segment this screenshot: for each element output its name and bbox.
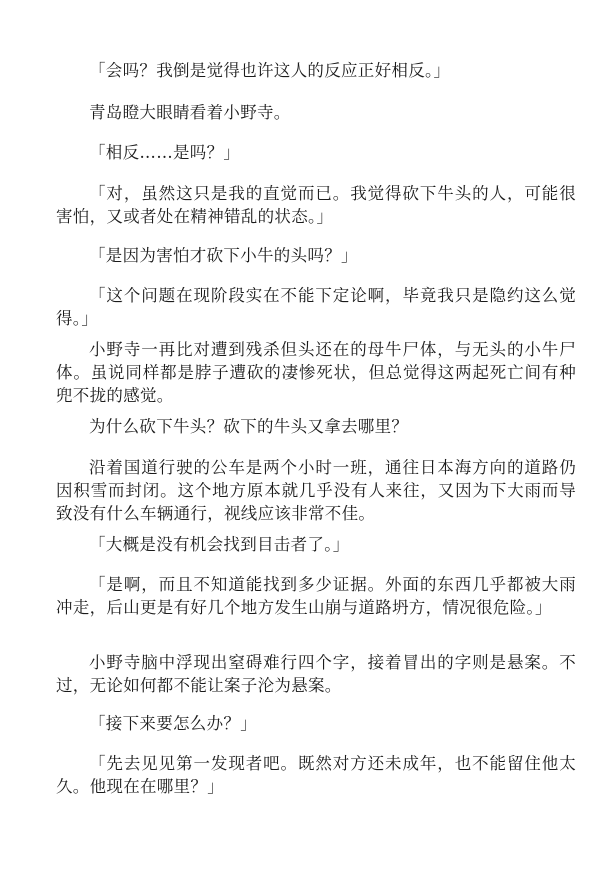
- paragraph-5: 「是因为害怕才砍下小牛的头吗？」: [89, 246, 358, 265]
- paragraph-9: 沿着国道行驶的公车是两个小时一班，通往日本海方向的道路仍因积雪而封闭。这个地方原本就几乎没有人来往，又因为下大雨而导致没有什么车辆通行，视线应该非常不佳。: [56, 458, 576, 523]
- paragraph-3: 「相反……是吗？」: [89, 143, 241, 162]
- paragraph-1: 「会吗？我倒是觉得也许这人的反应正好相反。」: [89, 61, 451, 80]
- paragraph-6: 「这个问题在现阶段实在不能下定论啊，毕竟我只是隐约这么觉得。」: [56, 286, 576, 328]
- paragraph-12: 小野寺脑中浮现出窒碍难行四个字，接着冒出的字则是悬案。不过，无论如何都不能让案子沦为悬案。: [56, 653, 576, 695]
- paragraph-4: 「对，虽然这只是我的直觉而已。我觉得砍下牛头的人，可能很害怕，又或者处在精神错乱的状态。」: [56, 184, 576, 226]
- paragraph-13: 「接下来要怎么办？」: [89, 714, 257, 733]
- paragraph-8: 为什么砍下牛头？砍下的牛头又拿去哪里？: [89, 417, 409, 436]
- paragraph-2: 青岛瞪大眼睛看着小野寺。: [89, 103, 291, 122]
- paragraph-14: 「先去见见第一发现者吧。既然对方还未成年，也不能留住他太久。他现在在哪里？」: [56, 754, 576, 796]
- paragraph-11: 「是啊，而且不知道能找到多少证据。外面的东西几乎都被大雨冲走，后山更是有好几个地方发生山崩与道路坍方，情况很危险。」: [56, 575, 576, 617]
- paragraph-7: 小野寺一再比对遭到残杀但头还在的母牛尸体，与无头的小牛尸体。虽说同样都是脖子遭砍的凄惨死状，但总觉得这两起死亡间有种兜不拢的感觉。: [56, 340, 576, 405]
- paragraph-10: 「大概是没有机会找到目击者了。」: [89, 535, 350, 554]
